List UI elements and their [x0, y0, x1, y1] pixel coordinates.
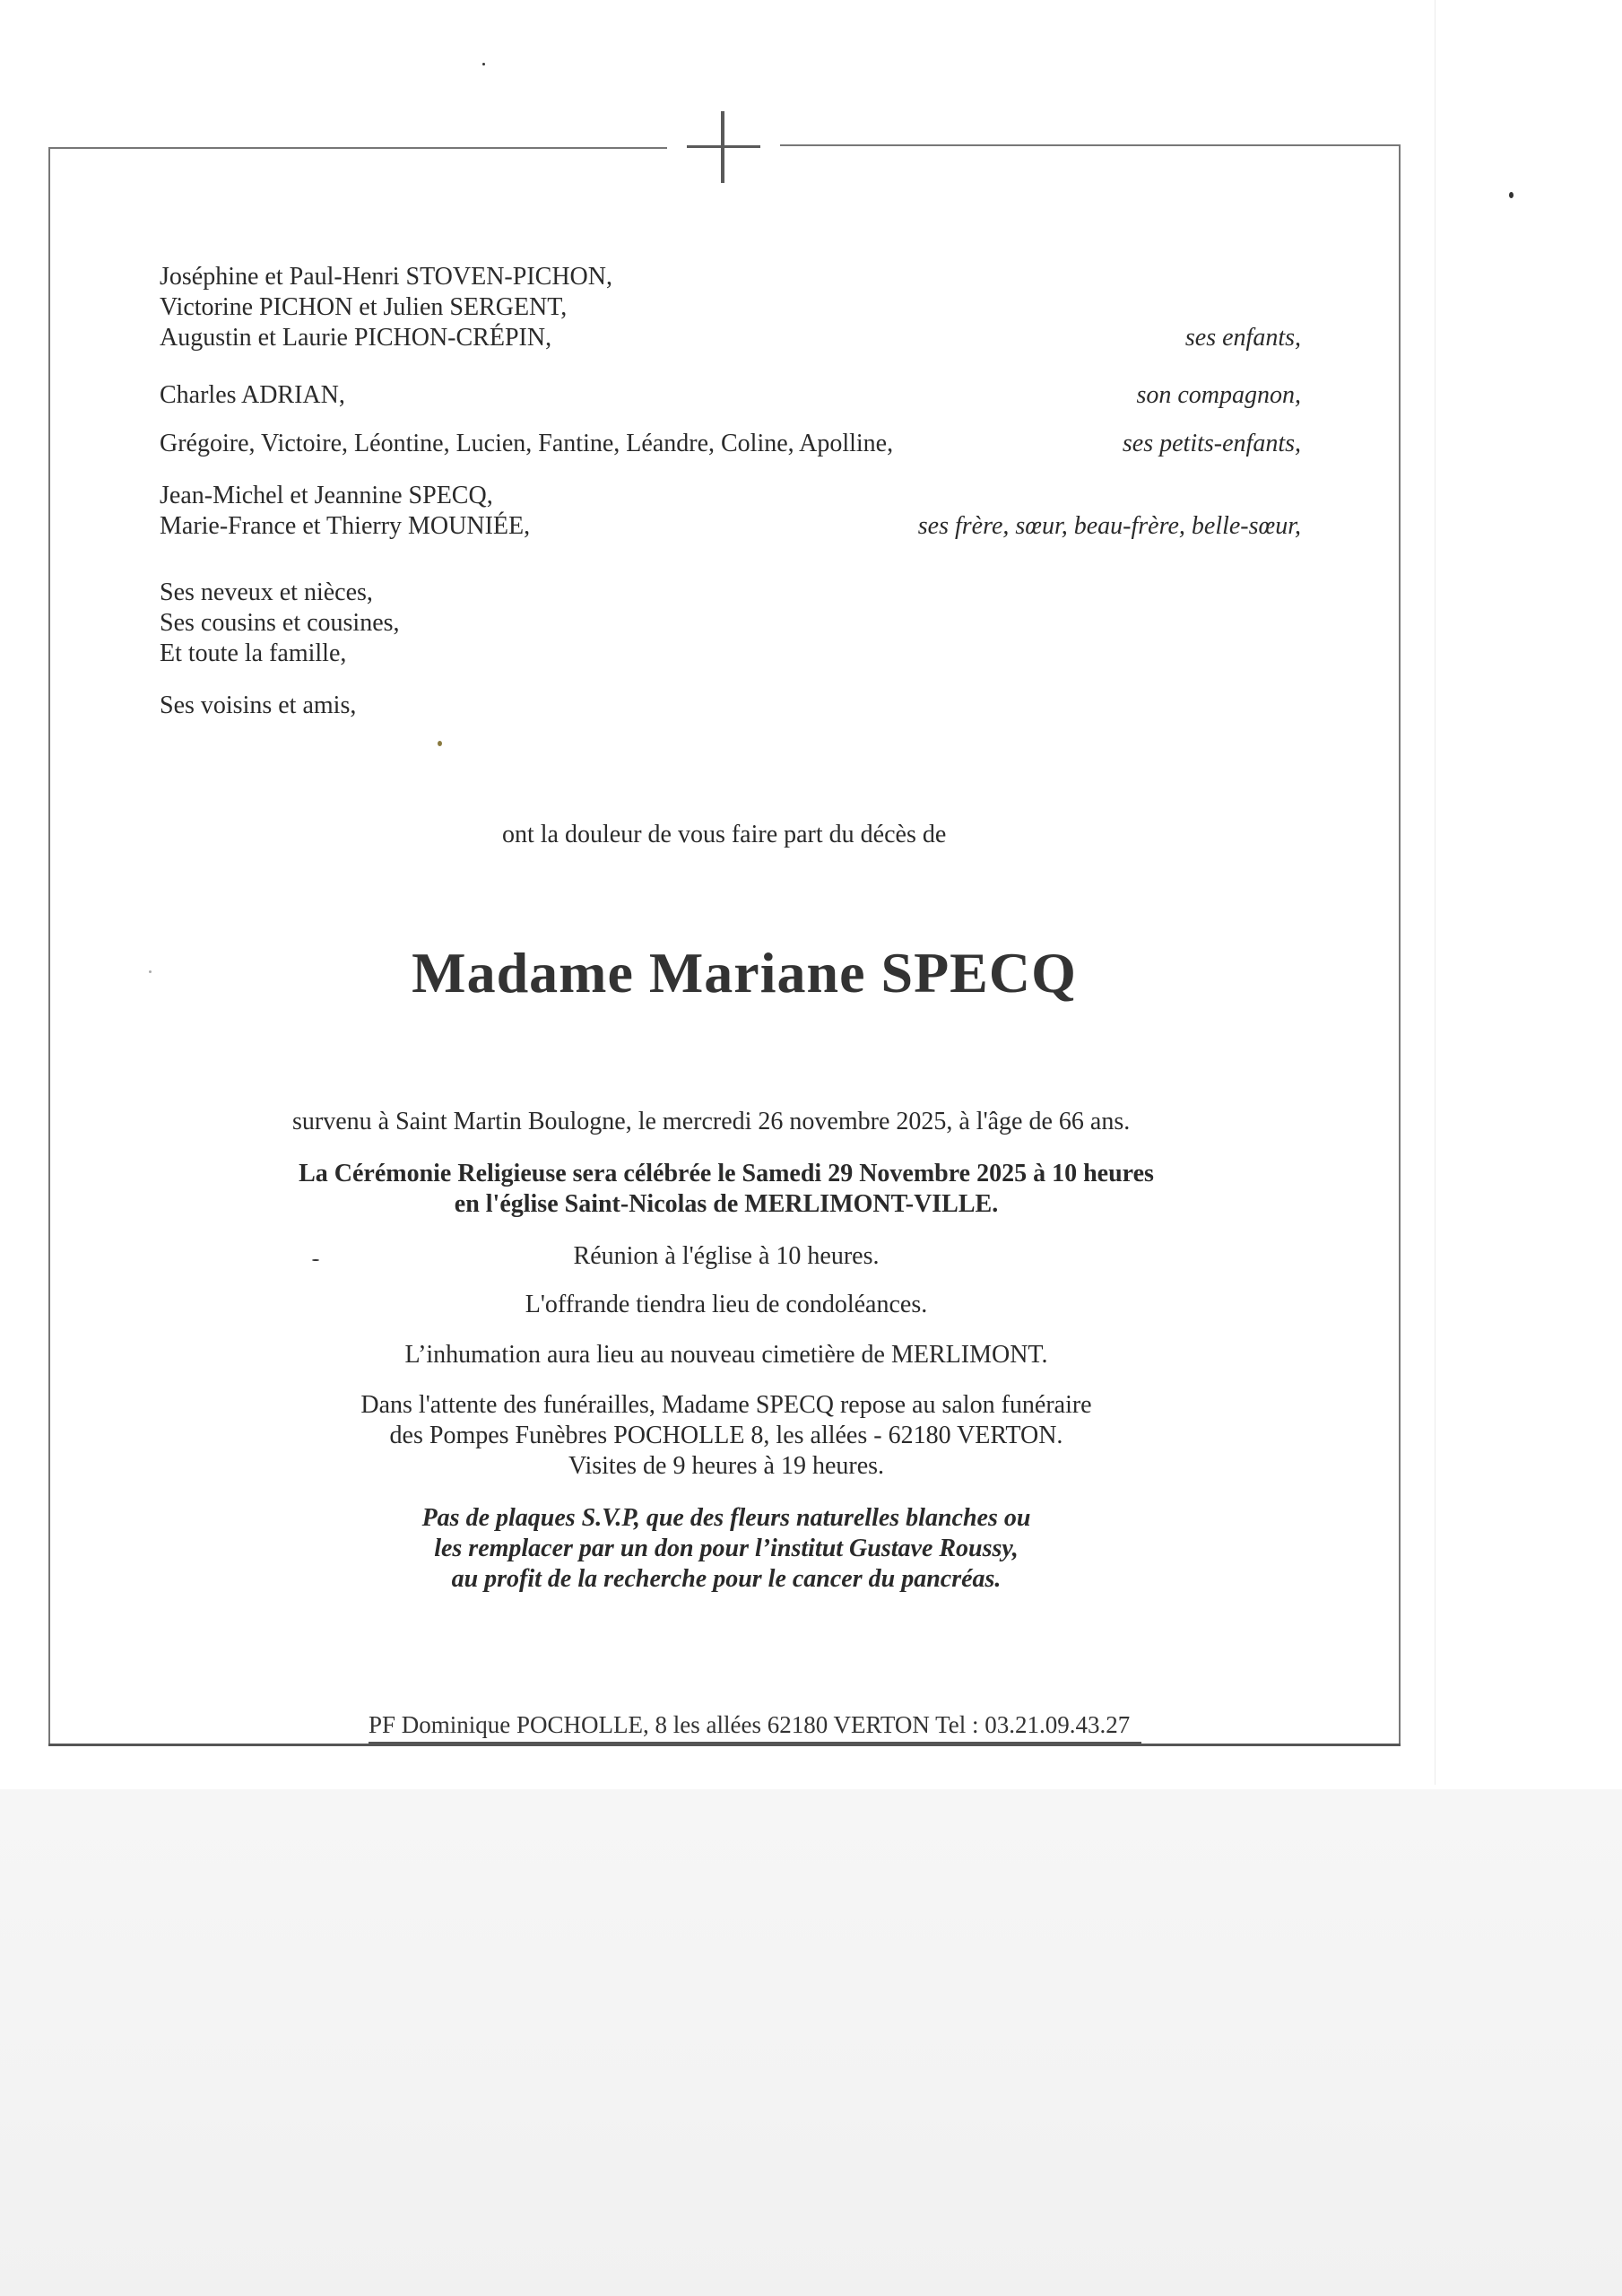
extended-line: Et toute la famille,: [160, 639, 347, 667]
scan-speck: [438, 741, 442, 746]
meeting-line: Réunion à l'église à 10 heures.: [573, 1242, 880, 1270]
frame-top-right: [780, 144, 1401, 146]
visitation-line: des Pompes Funèbres POCHOLLE 8, les allées - 62180 VERTON.: [389, 1422, 1063, 1449]
scan-speck: [1509, 192, 1514, 198]
relation-label: ses petits-enfants,: [1122, 430, 1301, 457]
scan-speck: [482, 63, 485, 65]
flowers-line: les remplacer par un don pour l’institut Gustave Roussy,: [434, 1535, 1019, 1562]
frame-top-left: [48, 147, 667, 149]
ceremony-line: La Cérémonie Religieuse sera célébrée le Samedi 29 Novembre 2025 à 10 heures: [299, 1160, 1154, 1187]
death-line: survenu à Saint Martin Boulogne, le mercredi 26 novembre 2025, à l'âge de 66 ans.: [292, 1108, 1131, 1135]
relation-label: ses enfants,: [1184, 324, 1301, 352]
visitation-line: Dans l'attente des funérailles, Madame SPECQ repose au salon funéraire: [360, 1391, 1092, 1419]
scan-speck: [312, 1259, 319, 1261]
footer-contact: PF Dominique POCHOLLE, 8 les allées 62180 VERTON Tel : 03.21.09.43.27: [369, 1711, 1131, 1738]
extended-line: Ses neveux et nièces,: [160, 578, 373, 606]
family-line: Victorine PICHON et Julien SERGENT,: [160, 293, 568, 321]
ceremony-line: en l'église Saint-Nicolas de MERLIMONT-VILLE.: [454, 1190, 999, 1218]
family-line: Marie-France et Thierry MOUNIÉE,: [160, 512, 531, 540]
family-line: Joséphine et Paul-Henri STOVEN-PICHON,: [160, 263, 612, 291]
burial-line: L’inhumation aura lieu au nouveau cimetière de MERLIMONT.: [404, 1341, 1048, 1369]
scan-bottom-margin: [0, 1789, 1622, 2296]
family-line: Jean-Michel et Jeannine SPECQ,: [160, 482, 493, 509]
flowers-line: au profit de la recherche pour le cancer du pancréas.: [451, 1565, 1002, 1593]
cross-icon: [687, 111, 760, 183]
flowers-line: Pas de plaques S.V.P, que des fleurs naturelles blanches ou: [421, 1504, 1031, 1532]
offering-line: L'offrande tiendra lieu de condoléances.: [525, 1291, 928, 1318]
family-line: Augustin et Laurie PICHON-CRÉPIN,: [160, 324, 552, 352]
footer-rule: [369, 1742, 1141, 1744]
relation-label: ses frère, sœur, beau-frère, belle-sœur,: [917, 512, 1301, 540]
extended-line: Ses cousins et cousines,: [160, 609, 400, 637]
relation-label: son compagnon,: [1136, 381, 1301, 409]
friends-line: Ses voisins et amis,: [160, 691, 357, 719]
announce-line: ont la douleur de vous faire part du décès de: [502, 821, 947, 848]
frame-bottom: [48, 1744, 1401, 1746]
deceased-name: Madame Mariane SPECQ: [412, 941, 1077, 1004]
family-line: Grégoire, Victoire, Léontine, Lucien, Fantine, Léandre, Coline, Apolline,: [160, 430, 894, 457]
family-line: Charles ADRIAN,: [160, 381, 345, 409]
scan-speck: [149, 970, 152, 973]
visitation-line: Visites de 9 heures à 19 heures.: [568, 1452, 885, 1480]
